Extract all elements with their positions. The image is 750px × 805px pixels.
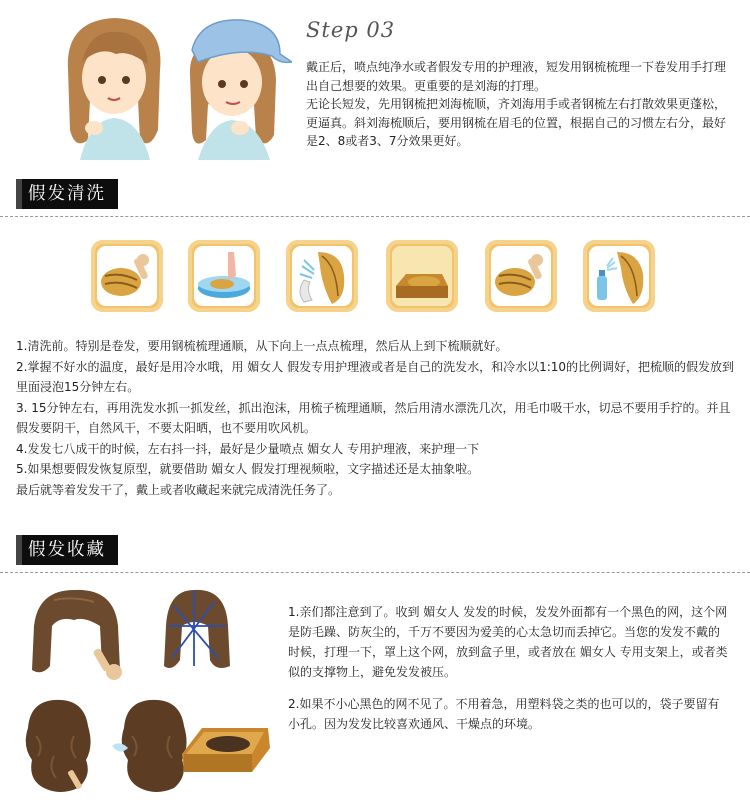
store-text — [288, 602, 728, 746]
girl-illustrations — [60, 10, 292, 160]
section-divider — [0, 216, 750, 217]
curly-wig-illustration — [26, 700, 91, 792]
wash-step: 最后就等着发发干了，戴上或者收藏起来就完成清洗任务了。 — [16, 482, 341, 497]
store-paragraph: 2.如果不小心黑色的网不见了。不用着急，用塑料袋之类的也可以的，袋子要留有小孔。因为发发比较喜欢通风、干燥点的环境。 — [288, 697, 720, 731]
wash-section-header: 假发清洗 — [16, 179, 118, 209]
straight-wig-illustration — [32, 590, 122, 680]
wig-comb-icon-2 — [485, 240, 557, 312]
wig-drying-box-icon — [386, 240, 458, 312]
wash-step: 1.清洗前。特别是卷发，要用钢梳梳理通顺，从下向上一点点梳理，然后从上到下梳顺就好。 — [16, 339, 508, 353]
wash-steps — [16, 336, 741, 500]
wig-storage-illustrations — [14, 586, 274, 796]
step-paragraph: 戴正后，喷点纯净水或者假发专用的护理液，短发用钢梳梳理一下卷发用手打理出自己想要的效果。更重要的是刘海的打理。 — [306, 60, 727, 93]
wash-step: 2.掌握不好水的温度，最好是用冷水哦，用 媚女人 假发专用护理液或者是自己的洗发水，和冷水以1:10的比例调好，把梳顺的假发放到里面浸泡15分钟左右。 — [16, 359, 735, 394]
step-title: Step 03 — [306, 18, 396, 42]
wig-in-box-illustration — [182, 728, 270, 772]
wash-step: 4.发发七八成干的时候，左右抖一抖，最好是少量喷点 媚女人 专用护理液，来护理一下 — [16, 441, 480, 456]
wash-step: 5.如果想要假发恢复原型，就要借助 媚女人 假发打理视频啦，文字描述还是太抽象啦。 — [16, 462, 480, 476]
step-description — [306, 58, 726, 151]
basin-soak-icon — [188, 240, 260, 312]
wig-spray-icon — [286, 240, 358, 312]
wig-comb-icon — [91, 240, 163, 312]
girl-with-cap-illustration — [190, 20, 292, 160]
store-section-header: 假发收藏 — [16, 535, 118, 565]
curly-wig-spray-illustration — [112, 700, 187, 792]
wig-spray-bottle-icon — [583, 240, 655, 312]
section-divider — [0, 572, 750, 573]
store-paragraph: 1.亲们都注意到了。收到 媚女人 发发的时候，发发外面都有一个黑色的网，这个网是防毛躁、防灰尘的，千万不要因为爱美的心太急切而丢掉它。当您的发发不戴的时候，打理一下，罩上这个网，放到盒子里，或者放在 媚女人 专用支架上，或者类似的支撑物上，避免发发被压。 — [288, 605, 728, 679]
step-paragraph: 无论长短发，先用钢梳把刘海梳顺，齐刘海用手或者钢梳左右打散效果更蓬松，更逼真。斜刘海梳顺后，要用钢梳在眉毛的位置，根据自己的习惯左右分，最好是2、8或者3、7分效果更好。 — [306, 97, 727, 148]
wash-step: 3. 15分钟左右，再用洗发水抓一抓发丝，抓出泡沫，用梳子梳理通顺，然后用清水漂洗几次，用毛巾吸干水，切忌不要用手拧的。并且假发要阴干，自然风干，不要太阳晒，也不要用吹风机。 — [16, 400, 731, 435]
girl-touching-hair-illustration — [68, 18, 161, 160]
wig-with-net-illustration — [164, 590, 230, 668]
